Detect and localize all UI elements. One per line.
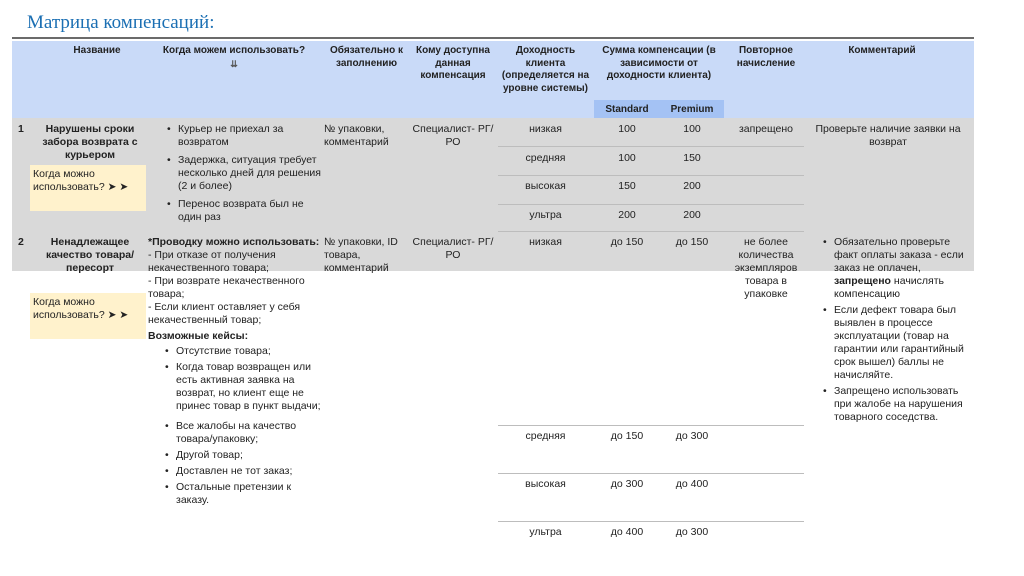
- income-level: ультра: [529, 209, 562, 221]
- standard-value: 100: [618, 152, 636, 164]
- header-comment: Комментарий: [848, 45, 916, 56]
- comment-list: [820, 236, 974, 424]
- page-title: Матрица компенсаций:: [27, 12, 215, 33]
- list-item: • Когда товар возвращен или есть активная заявка на возврат, но клиент еще не принес товар в пункт выдачи;: [162, 361, 324, 413]
- when-intro: *Проводку можно использовать:: [148, 236, 320, 248]
- when-line: - При отказе от получения некачественного товара;: [148, 249, 276, 274]
- header-required: Обязательно к заполнению: [330, 45, 403, 69]
- header-repeat: Повторное начисление: [736, 45, 796, 69]
- premium-value: 200: [683, 180, 701, 192]
- header-who: Кому доступна данная компенсация: [416, 45, 490, 81]
- list-item: • Остальные претензии к заказу.: [162, 481, 324, 507]
- list-item: • Доставлен не тот заказ;: [162, 465, 324, 478]
- usage-note: Когда можно использовать? ➤ ➤: [30, 165, 146, 211]
- cases-list: [148, 345, 324, 507]
- list-item: • Задержка, ситуация требует несколько дней для решения (2 и более): [164, 154, 326, 193]
- list-item: • Отсутствие товара;: [162, 345, 324, 358]
- row-name: Нарушены сроки забора возврата с курьером: [42, 123, 138, 161]
- list-item: • Запрещено использовать при жалобе на нарушения товарного соседства.: [820, 385, 974, 424]
- header-standard: Standard: [605, 104, 649, 115]
- premium-value: до 300: [675, 526, 709, 538]
- list-item: • Другой товар;: [162, 449, 324, 462]
- required-fields: № упаковки, ID товара, комментарий: [324, 236, 398, 274]
- income-level: средняя: [525, 430, 566, 442]
- income-level: ультра: [529, 526, 562, 538]
- header-sum: Сумма компенсации (в зависимости от доходности клиента): [602, 45, 716, 81]
- standard-value: 100: [618, 123, 636, 135]
- income-level: средняя: [525, 152, 566, 164]
- required-fields: № упаковки, комментарий: [324, 123, 389, 148]
- sort-arrows-icon: ⇊: [230, 58, 238, 69]
- income-level: высокая: [525, 180, 566, 192]
- premium-value: до 400: [675, 478, 709, 490]
- when-block: [148, 236, 324, 507]
- comment-value: Проверьте наличие заявки на возврат: [815, 123, 961, 148]
- standard-value: до 150: [610, 236, 644, 248]
- premium-value: 100: [683, 123, 701, 135]
- when-line: - Если клиент оставляет у себя некачественный товар;: [148, 301, 301, 326]
- list-item: • Если дефект товара был выявлен в процессе эксплуатации (товар на гарантии или гарантийный срок вышел) баллы не начисляйте.: [820, 304, 974, 382]
- list-item: • Все жалобы на качество товара/упаковку;: [162, 420, 324, 446]
- premium-value: 200: [683, 209, 701, 221]
- income-level: низкая: [529, 123, 562, 135]
- header-when: Когда можем использовать? ⇊: [162, 45, 306, 69]
- when-list: [164, 123, 326, 224]
- usage-note: Когда можно использовать? ➤ ➤: [30, 293, 146, 339]
- repeat-value: запрещено: [738, 123, 794, 135]
- row-number: 2: [18, 236, 24, 248]
- header-premium: Premium: [670, 104, 714, 115]
- income-level: низкая: [529, 236, 562, 248]
- when-line: - При возврате некачественного товара;: [148, 275, 305, 300]
- premium-value: 150: [683, 152, 701, 164]
- row-name: Ненадлежащее качество товара/ пересорт: [45, 236, 134, 274]
- standard-value: до 300: [610, 478, 644, 490]
- income-level: высокая: [525, 478, 566, 490]
- row-number: 1: [18, 123, 24, 135]
- who-value: Специалист- РГ/РО: [412, 123, 494, 148]
- list-item: • Перенос возврата был не один раз: [164, 198, 326, 224]
- who-value: Специалист- РГ/РО: [412, 236, 494, 261]
- header-income: Доходность клиента (определяется на уровне системы): [501, 45, 590, 94]
- standard-value: до 150: [610, 430, 644, 442]
- header-name: Название: [73, 45, 121, 56]
- premium-value: до 300: [675, 430, 709, 442]
- standard-value: 200: [618, 209, 636, 221]
- list-item: • Обязательно проверьте факт оплаты заказа - если заказ не оплачен, запрещено начислять компенсацию: [820, 236, 974, 301]
- list-item: • Курьер не приехал за возвратом: [164, 123, 326, 149]
- compensation-table: [12, 37, 974, 576]
- standard-value: 150: [618, 180, 636, 192]
- standard-value: до 400: [610, 526, 644, 538]
- repeat-value: не более количества экземпляров товара в упаковке: [734, 236, 798, 300]
- premium-value: до 150: [675, 236, 709, 248]
- cases-title: Возможные кейсы:: [148, 330, 249, 342]
